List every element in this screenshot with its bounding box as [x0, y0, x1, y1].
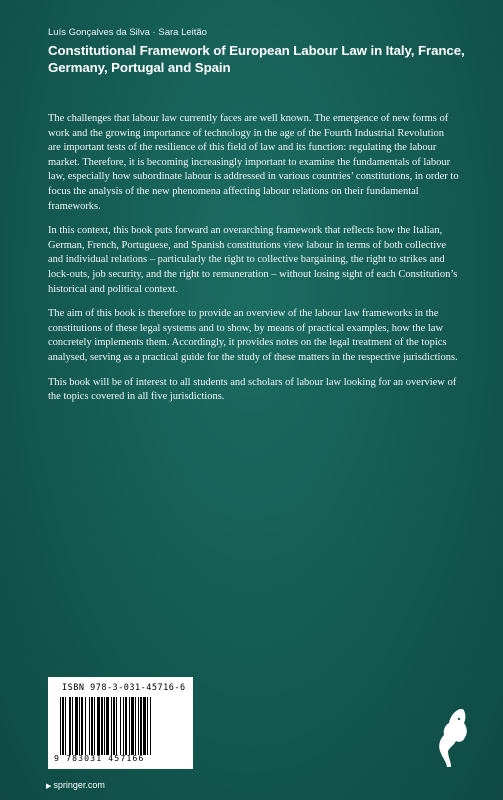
- barcode-bar: [113, 697, 115, 755]
- barcode-bar: [89, 697, 90, 755]
- isbn-label: ISBN 978-3-031-45716-6: [62, 683, 186, 693]
- barcode-bar: [138, 697, 139, 755]
- barcode-bar: [101, 697, 103, 755]
- barcode-bar: [97, 697, 100, 755]
- barcode-bar: [106, 697, 109, 755]
- barcode-bar: [129, 697, 130, 755]
- blurb: [48, 112, 459, 415]
- barcode-bars: [58, 697, 186, 755]
- barcode-bar: [60, 697, 61, 755]
- barcode-digits: 9 783031 457166: [54, 753, 145, 763]
- barcode-bar: [62, 697, 64, 755]
- barcode-bar: [150, 697, 151, 755]
- barcode-bar: [111, 697, 112, 755]
- barcode-bar: [147, 697, 148, 755]
- blurb-paragraph-1: The challenges that labour law currently faces are well known. The emergence of new forms of work and the growing importance of technology in the age of the Fourth Industrial Revolution are important tests of the resilience of this field of law and its function: regulating the labour market. Therefore, it is becoming increasingly important to examine the fundamentals of labour law, especially how subordinate labour is addressed in various countries’ constitutions, in order to focus the analysis of the new phenomena affecting labour relations on their fundamental frameworks.: [48, 113, 459, 212]
- barcode-bar: [81, 697, 83, 755]
- blurb-paragraph-2: In this context, this book puts forward an overarching framework that reflects how the Italian, German, French, Portuguese, and Spanish constitutions view labour in terms of both collective and individual relations – particularly the right to collective bargaining, the right to strikes and lock-outs, job security, and the right to remuneration – without losing sight of each Constitution’s historical and political context.: [48, 225, 458, 295]
- barcode-bar: [85, 697, 86, 755]
- barcode-bar: [72, 697, 73, 755]
- barcode-bar: [75, 697, 78, 755]
- barcode-bar: [94, 697, 95, 755]
- barcode-bar: [91, 697, 93, 755]
- barcode-bar: [116, 697, 117, 755]
- barcode-bar: [79, 697, 80, 755]
- arrow-right-icon: ▶: [46, 783, 52, 790]
- book-title: Constitutional Framework of European Labour Law in Italy, France, Germany, Portugal and Spain: [48, 43, 465, 75]
- blurb-paragraph-4: This book will be of interest to all students and scholars of labour law looking for an overview of the topics covered in all five jurisdictions.: [48, 376, 457, 403]
- springer-horse-logo-icon: [430, 705, 474, 775]
- publisher-url: springer.com: [53, 780, 105, 790]
- isbn-barcode: [48, 677, 193, 769]
- barcode-bar: [69, 697, 71, 755]
- blurb-paragraph-3: The aim of this book is therefore to provide an overview of the labour law frameworks in the constitutions of these legal systems and to show, by means of practical examples, how the law concretely implements them. Accordingly, it provides notes on the legal treatment of the topics analysed, serving as a practical guide for the study of these matters in the respective jurisdictions.: [48, 308, 458, 363]
- barcode-bar: [143, 697, 146, 755]
- barcode-bar: [125, 697, 127, 755]
- barcode-bar: [135, 697, 136, 755]
- authors: Luís Gonçalves da Silva · Sara Leitão: [48, 27, 207, 38]
- barcode-bar: [65, 697, 66, 755]
- barcode-bar: [104, 697, 105, 755]
- barcode-bar: [140, 697, 142, 755]
- publisher-link[interactable]: [46, 780, 105, 790]
- barcode-bar: [123, 697, 124, 755]
- barcode-bar: [131, 697, 134, 755]
- barcode-bar: [120, 697, 121, 755]
